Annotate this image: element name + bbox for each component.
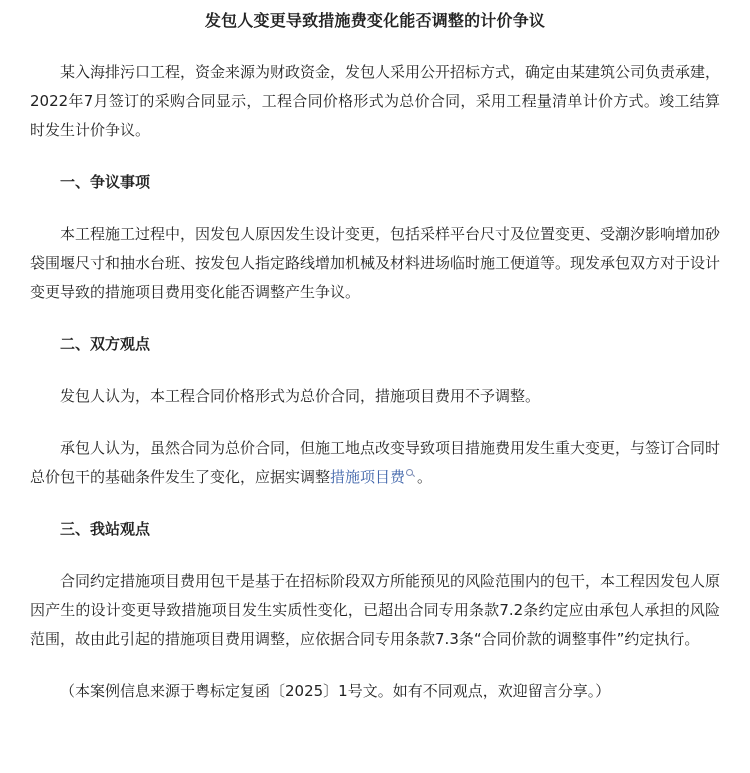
contractor-view-end: 。: [417, 468, 433, 486]
section-heading-dispute: 一、争议事项: [60, 173, 151, 191]
search-icon[interactable]: [406, 469, 414, 477]
section-heading-our-view: 三、我站观点: [60, 520, 151, 538]
dispute-paragraph: 本工程施工过程中，因发包人原因发生设计变更，包括采样平台尺寸及位置变更、受潮汐影响增加砂袋围堰尺寸和抽水台班、按发包人指定路线增加机械及材料进场临时施工便道等。现发承包双方对于设计变更导致的措施项目费用变化能否调整产生争议。: [30, 225, 721, 301]
contractor-view-paragraph: [30, 434, 720, 492]
page-title: 发包人变更导致措施费变化能否调整的计价争议: [204, 11, 546, 30]
intro-paragraph: 某入海排污口工程，资金来源为财政资金，发包人采用公开招标方式，确定由某建筑公司负责承建，2022年7月签订的采购合同显示，工程合同价格形式为总价合同，采用工程量清单计价方式。竣工结算时发生计价争议。: [30, 63, 721, 139]
our-view-paragraph: 合同约定措施项目费用包干是基于在招标阶段双方所能预见的风险范围内的包干，本工程因发包人原因产生的设计变更导致措施项目发生实质性变化，已超出合同专用条款7.2条约定应由承包人承担的风险范围，故由此引起的措施项目费用调整，应依据合同专用条款7.3条“合同价款的调整事件”约定执行。: [30, 572, 721, 648]
employer-view-paragraph: 发包人认为，本工程合同价格形式为总价合同，措施项目费用不予调整。: [60, 387, 541, 405]
source-note: （本案例信息来源于粤标定复函〔2025〕1号文。如有不同观点，欢迎留言分享。）: [60, 682, 611, 700]
contractor-view-text: 承包人认为，虽然合同为总价合同，但施工地点改变导致项目措施费用发生重大变更，与签订合同时总价包干的基础条件发生了变化，应据实调整: [30, 439, 721, 486]
measure-fee-link[interactable]: 措施项目费: [330, 468, 406, 486]
section-heading-views: 二、双方观点: [60, 335, 151, 353]
